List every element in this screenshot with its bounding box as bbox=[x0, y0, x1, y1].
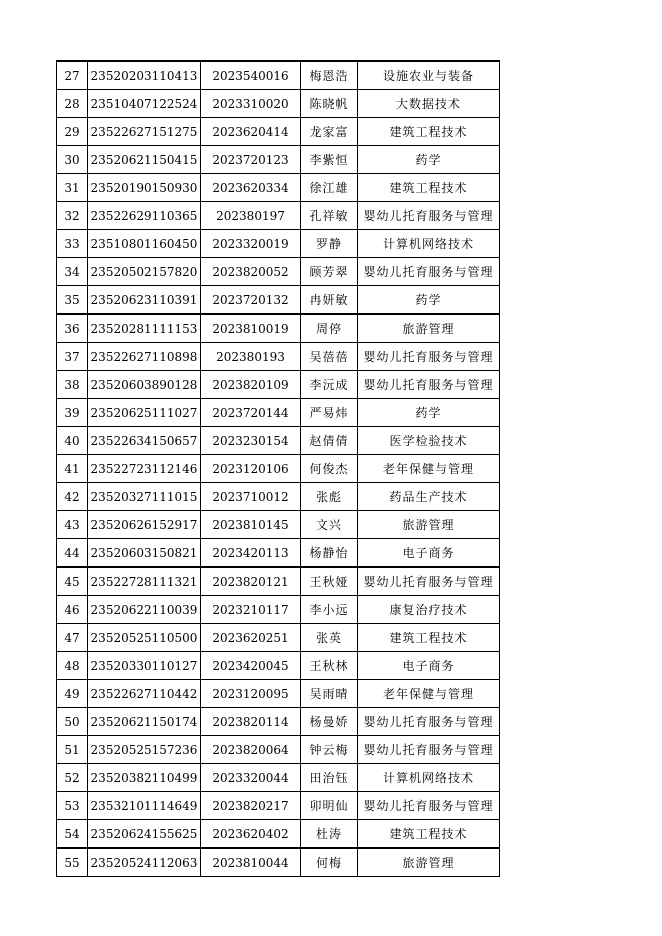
student-number-cell: 2023820121 bbox=[201, 567, 301, 596]
id-cell: 23520281111153 bbox=[88, 314, 201, 343]
seq-cell: 53 bbox=[57, 792, 88, 820]
seq-cell: 43 bbox=[57, 511, 88, 539]
seq-cell: 49 bbox=[57, 680, 88, 708]
seq-cell: 42 bbox=[57, 483, 88, 511]
name-cell: 孔祥敏 bbox=[301, 202, 358, 230]
major-cell: 建筑工程技术 bbox=[358, 118, 500, 146]
id-cell: 23520502157820 bbox=[88, 258, 201, 286]
student-number-cell: 2023720144 bbox=[201, 399, 301, 427]
seq-cell: 50 bbox=[57, 708, 88, 736]
table-row bbox=[57, 764, 500, 792]
table-row bbox=[57, 680, 500, 708]
id-cell: 23520525110500 bbox=[88, 624, 201, 652]
name-cell: 杜涛 bbox=[301, 820, 358, 849]
name-cell: 罗静 bbox=[301, 230, 358, 258]
id-cell: 23520625111027 bbox=[88, 399, 201, 427]
major-cell: 计算机网络技术 bbox=[358, 764, 500, 792]
student-number-cell: 2023230154 bbox=[201, 427, 301, 455]
major-cell: 旅游管理 bbox=[358, 511, 500, 539]
major-cell: 婴幼儿托育服务与管理 bbox=[358, 736, 500, 764]
seq-cell: 27 bbox=[57, 61, 88, 90]
major-cell: 大数据技术 bbox=[358, 90, 500, 118]
student-table-body bbox=[57, 61, 500, 877]
major-cell: 计算机网络技术 bbox=[358, 230, 500, 258]
id-cell: 23532101114649 bbox=[88, 792, 201, 820]
name-cell: 赵倩倩 bbox=[301, 427, 358, 455]
table-row bbox=[57, 539, 500, 568]
major-cell: 康复治疗技术 bbox=[358, 596, 500, 624]
seq-cell: 31 bbox=[57, 174, 88, 202]
major-cell: 医学检验技术 bbox=[358, 427, 500, 455]
major-cell: 药学 bbox=[358, 146, 500, 174]
name-cell: 严易炜 bbox=[301, 399, 358, 427]
student-number-cell: 2023720132 bbox=[201, 286, 301, 315]
student-number-cell: 2023820217 bbox=[201, 792, 301, 820]
seq-cell: 47 bbox=[57, 624, 88, 652]
table-row bbox=[57, 174, 500, 202]
seq-cell: 39 bbox=[57, 399, 88, 427]
major-cell: 建筑工程技术 bbox=[358, 820, 500, 849]
seq-cell: 33 bbox=[57, 230, 88, 258]
seq-cell: 54 bbox=[57, 820, 88, 849]
table-row bbox=[57, 652, 500, 680]
name-cell: 卯明仙 bbox=[301, 792, 358, 820]
student-number-cell: 202380193 bbox=[201, 343, 301, 371]
id-cell: 23522634150657 bbox=[88, 427, 201, 455]
name-cell: 钟云梅 bbox=[301, 736, 358, 764]
name-cell: 徐江雄 bbox=[301, 174, 358, 202]
major-cell: 老年保健与管理 bbox=[358, 680, 500, 708]
table-row bbox=[57, 90, 500, 118]
student-number-cell: 2023810145 bbox=[201, 511, 301, 539]
seq-cell: 36 bbox=[57, 314, 88, 343]
student-number-cell: 2023120106 bbox=[201, 455, 301, 483]
seq-cell: 37 bbox=[57, 343, 88, 371]
student-number-cell: 2023620251 bbox=[201, 624, 301, 652]
name-cell: 冉妍敏 bbox=[301, 286, 358, 315]
name-cell: 何梅 bbox=[301, 848, 358, 877]
seq-cell: 32 bbox=[57, 202, 88, 230]
student-number-cell: 2023720123 bbox=[201, 146, 301, 174]
table-row bbox=[57, 596, 500, 624]
table-row bbox=[57, 314, 500, 343]
table-row bbox=[57, 820, 500, 849]
id-cell: 23522723112146 bbox=[88, 455, 201, 483]
major-cell: 旅游管理 bbox=[358, 848, 500, 877]
table-row bbox=[57, 567, 500, 596]
name-cell: 吴蓓蓓 bbox=[301, 343, 358, 371]
table-row bbox=[57, 258, 500, 286]
id-cell: 23520603890128 bbox=[88, 371, 201, 399]
student-number-cell: 2023320044 bbox=[201, 764, 301, 792]
id-cell: 23520626152917 bbox=[88, 511, 201, 539]
student-number-cell: 2023320019 bbox=[201, 230, 301, 258]
name-cell: 李小远 bbox=[301, 596, 358, 624]
student-number-cell: 2023420045 bbox=[201, 652, 301, 680]
student-number-cell: 2023820109 bbox=[201, 371, 301, 399]
major-cell: 电子商务 bbox=[358, 652, 500, 680]
table-row bbox=[57, 371, 500, 399]
table-row bbox=[57, 146, 500, 174]
table-row bbox=[57, 708, 500, 736]
id-cell: 23520382110499 bbox=[88, 764, 201, 792]
seq-cell: 34 bbox=[57, 258, 88, 286]
seq-cell: 41 bbox=[57, 455, 88, 483]
id-cell: 23520190150930 bbox=[88, 174, 201, 202]
id-cell: 23520622110039 bbox=[88, 596, 201, 624]
id-cell: 23520603150821 bbox=[88, 539, 201, 568]
student-number-cell: 2023120095 bbox=[201, 680, 301, 708]
major-cell: 婴幼儿托育服务与管理 bbox=[358, 708, 500, 736]
major-cell: 药学 bbox=[358, 399, 500, 427]
seq-cell: 46 bbox=[57, 596, 88, 624]
name-cell: 何俊杰 bbox=[301, 455, 358, 483]
student-number-cell: 2023620414 bbox=[201, 118, 301, 146]
student-number-cell: 2023710012 bbox=[201, 483, 301, 511]
major-cell: 婴幼儿托育服务与管理 bbox=[358, 567, 500, 596]
id-cell: 23520525157236 bbox=[88, 736, 201, 764]
id-cell: 23520624155625 bbox=[88, 820, 201, 849]
seq-cell: 29 bbox=[57, 118, 88, 146]
name-cell: 杨静怡 bbox=[301, 539, 358, 568]
name-cell: 张彪 bbox=[301, 483, 358, 511]
major-cell: 药品生产技术 bbox=[358, 483, 500, 511]
student-number-cell: 202380197 bbox=[201, 202, 301, 230]
table-row bbox=[57, 511, 500, 539]
name-cell: 龙家富 bbox=[301, 118, 358, 146]
table-row bbox=[57, 61, 500, 90]
seq-cell: 55 bbox=[57, 848, 88, 877]
seq-cell: 30 bbox=[57, 146, 88, 174]
id-cell: 23520203110413 bbox=[88, 61, 201, 90]
table-row bbox=[57, 118, 500, 146]
id-cell: 23520623110391 bbox=[88, 286, 201, 315]
student-number-cell: 2023810044 bbox=[201, 848, 301, 877]
seq-cell: 40 bbox=[57, 427, 88, 455]
table-row bbox=[57, 792, 500, 820]
seq-cell: 44 bbox=[57, 539, 88, 568]
student-number-cell: 2023620402 bbox=[201, 820, 301, 849]
name-cell: 梅恩浩 bbox=[301, 61, 358, 90]
name-cell: 陈晓帆 bbox=[301, 90, 358, 118]
major-cell: 婴幼儿托育服务与管理 bbox=[358, 371, 500, 399]
seq-cell: 28 bbox=[57, 90, 88, 118]
student-number-cell: 2023420113 bbox=[201, 539, 301, 568]
id-cell: 23510801160450 bbox=[88, 230, 201, 258]
table-row bbox=[57, 202, 500, 230]
id-cell: 23522627110442 bbox=[88, 680, 201, 708]
name-cell: 王秋娅 bbox=[301, 567, 358, 596]
table-row bbox=[57, 624, 500, 652]
id-cell: 23522629110365 bbox=[88, 202, 201, 230]
student-number-cell: 2023820114 bbox=[201, 708, 301, 736]
student-table bbox=[56, 60, 500, 877]
name-cell: 周停 bbox=[301, 314, 358, 343]
student-number-cell: 2023810019 bbox=[201, 314, 301, 343]
student-number-cell: 2023820052 bbox=[201, 258, 301, 286]
major-cell: 老年保健与管理 bbox=[358, 455, 500, 483]
seq-cell: 38 bbox=[57, 371, 88, 399]
table-row bbox=[57, 343, 500, 371]
id-cell: 23520621150415 bbox=[88, 146, 201, 174]
major-cell: 电子商务 bbox=[358, 539, 500, 568]
table-row bbox=[57, 230, 500, 258]
student-number-cell: 2023210117 bbox=[201, 596, 301, 624]
name-cell: 顾芳翠 bbox=[301, 258, 358, 286]
name-cell: 文兴 bbox=[301, 511, 358, 539]
major-cell: 建筑工程技术 bbox=[358, 624, 500, 652]
student-number-cell: 2023310020 bbox=[201, 90, 301, 118]
seq-cell: 52 bbox=[57, 764, 88, 792]
id-cell: 23522627110898 bbox=[88, 343, 201, 371]
student-number-cell: 2023820064 bbox=[201, 736, 301, 764]
id-cell: 23510407122524 bbox=[88, 90, 201, 118]
table-row bbox=[57, 736, 500, 764]
name-cell: 李紫恒 bbox=[301, 146, 358, 174]
table-row bbox=[57, 455, 500, 483]
id-cell: 23520330110127 bbox=[88, 652, 201, 680]
name-cell: 吴雨晴 bbox=[301, 680, 358, 708]
student-number-cell: 2023540016 bbox=[201, 61, 301, 90]
seq-cell: 35 bbox=[57, 286, 88, 315]
name-cell: 张英 bbox=[301, 624, 358, 652]
seq-cell: 48 bbox=[57, 652, 88, 680]
table-row bbox=[57, 286, 500, 315]
major-cell: 婴幼儿托育服务与管理 bbox=[358, 792, 500, 820]
table-row bbox=[57, 427, 500, 455]
major-cell: 设施农业与装备 bbox=[358, 61, 500, 90]
table-row bbox=[57, 848, 500, 877]
id-cell: 23520524112063 bbox=[88, 848, 201, 877]
major-cell: 建筑工程技术 bbox=[358, 174, 500, 202]
table-row bbox=[57, 483, 500, 511]
student-number-cell: 2023620334 bbox=[201, 174, 301, 202]
name-cell: 王秋林 bbox=[301, 652, 358, 680]
name-cell: 杨曼娇 bbox=[301, 708, 358, 736]
table-row bbox=[57, 399, 500, 427]
major-cell: 旅游管理 bbox=[358, 314, 500, 343]
seq-cell: 45 bbox=[57, 567, 88, 596]
major-cell: 婴幼儿托育服务与管理 bbox=[358, 202, 500, 230]
seq-cell: 51 bbox=[57, 736, 88, 764]
major-cell: 婴幼儿托育服务与管理 bbox=[358, 258, 500, 286]
major-cell: 婴幼儿托育服务与管理 bbox=[358, 343, 500, 371]
id-cell: 23520621150174 bbox=[88, 708, 201, 736]
major-cell: 药学 bbox=[358, 286, 500, 315]
id-cell: 23522627151275 bbox=[88, 118, 201, 146]
id-cell: 23520327111015 bbox=[88, 483, 201, 511]
name-cell: 田治钰 bbox=[301, 764, 358, 792]
id-cell: 23522728111321 bbox=[88, 567, 201, 596]
name-cell: 李沅成 bbox=[301, 371, 358, 399]
